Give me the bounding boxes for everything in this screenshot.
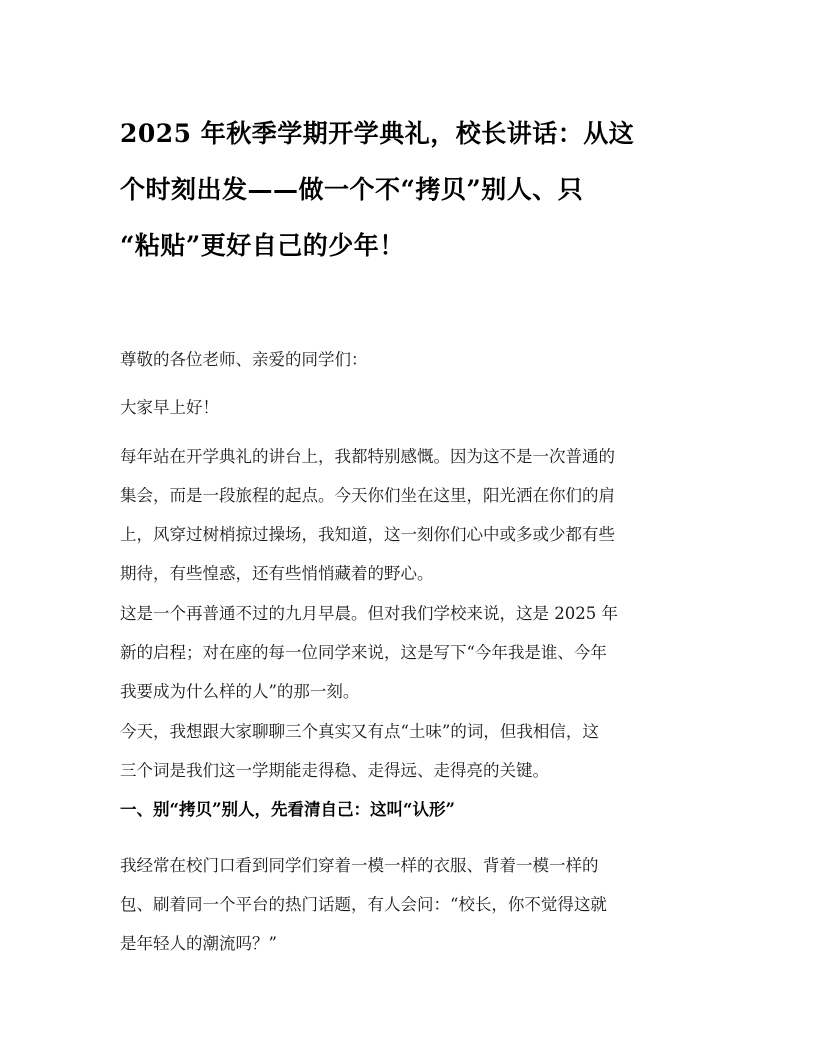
paragraph-line: 三个词是我们这一学期能走得稳、走得远、走得亮的关键。 — [120, 761, 549, 780]
paragraph-line: 上，风穿过树梢掠过操场，我知道，这一刻你们心中或多或少都有些 — [120, 525, 615, 544]
greeting-line: 大家早上好！ — [120, 398, 219, 417]
paragraph — [120, 846, 607, 963]
title-line: 2025 年秋季学期开学典礼，校长讲话：从这 — [120, 119, 635, 148]
paragraph — [120, 437, 615, 593]
paragraph-line: 新的启程；对在座的每一位同学来说，这是写下“今年我是谁、今年 — [120, 643, 607, 662]
paragraph-line: 今天，我想跟大家聊聊三个真实又有点“土味”的词，但我相信，这 — [120, 722, 599, 741]
paragraph-line: 我经常在校门口看到同学们穿着一模一样的衣服、背着一模一样的 — [120, 856, 599, 875]
title-line: “粘贴”更好自己的少年！ — [120, 231, 405, 260]
paragraph-line: 集会，而是一段旅程的起点。今天你们坐在这里，阳光洒在你们的肩 — [120, 486, 615, 505]
paragraph-line: 这是一个再普通不过的九月早晨。但对我们学校来说，这是 2025 年 — [120, 604, 618, 623]
title-line: 个时刻出发——做一个不“拷贝”别人、只 — [120, 175, 584, 204]
paragraph-line: 我要成为什么样的人”的那一刻。 — [120, 682, 360, 701]
paragraph — [120, 594, 618, 711]
document-title — [120, 106, 700, 274]
paragraph — [120, 712, 599, 790]
salutation: 尊敬的各位老师、亲爱的同学们： — [120, 350, 368, 369]
paragraph-line: 期待，有些惶惑，还有些悄悄藏着的野心。 — [120, 564, 434, 583]
paragraph-line: 包、刷着同一个平台的热门话题，有人会问：“校长，你不觉得这就 — [120, 895, 607, 914]
paragraph-line: 是年轻人的潮流吗？” — [120, 934, 277, 953]
paragraph-line: 每年站在开学典礼的讲台上，我都特别感慨。因为这不是一次普通的 — [120, 447, 615, 466]
section-heading: 一、别“拷贝”别人，先看清自己：这叫“认形” — [120, 800, 455, 819]
